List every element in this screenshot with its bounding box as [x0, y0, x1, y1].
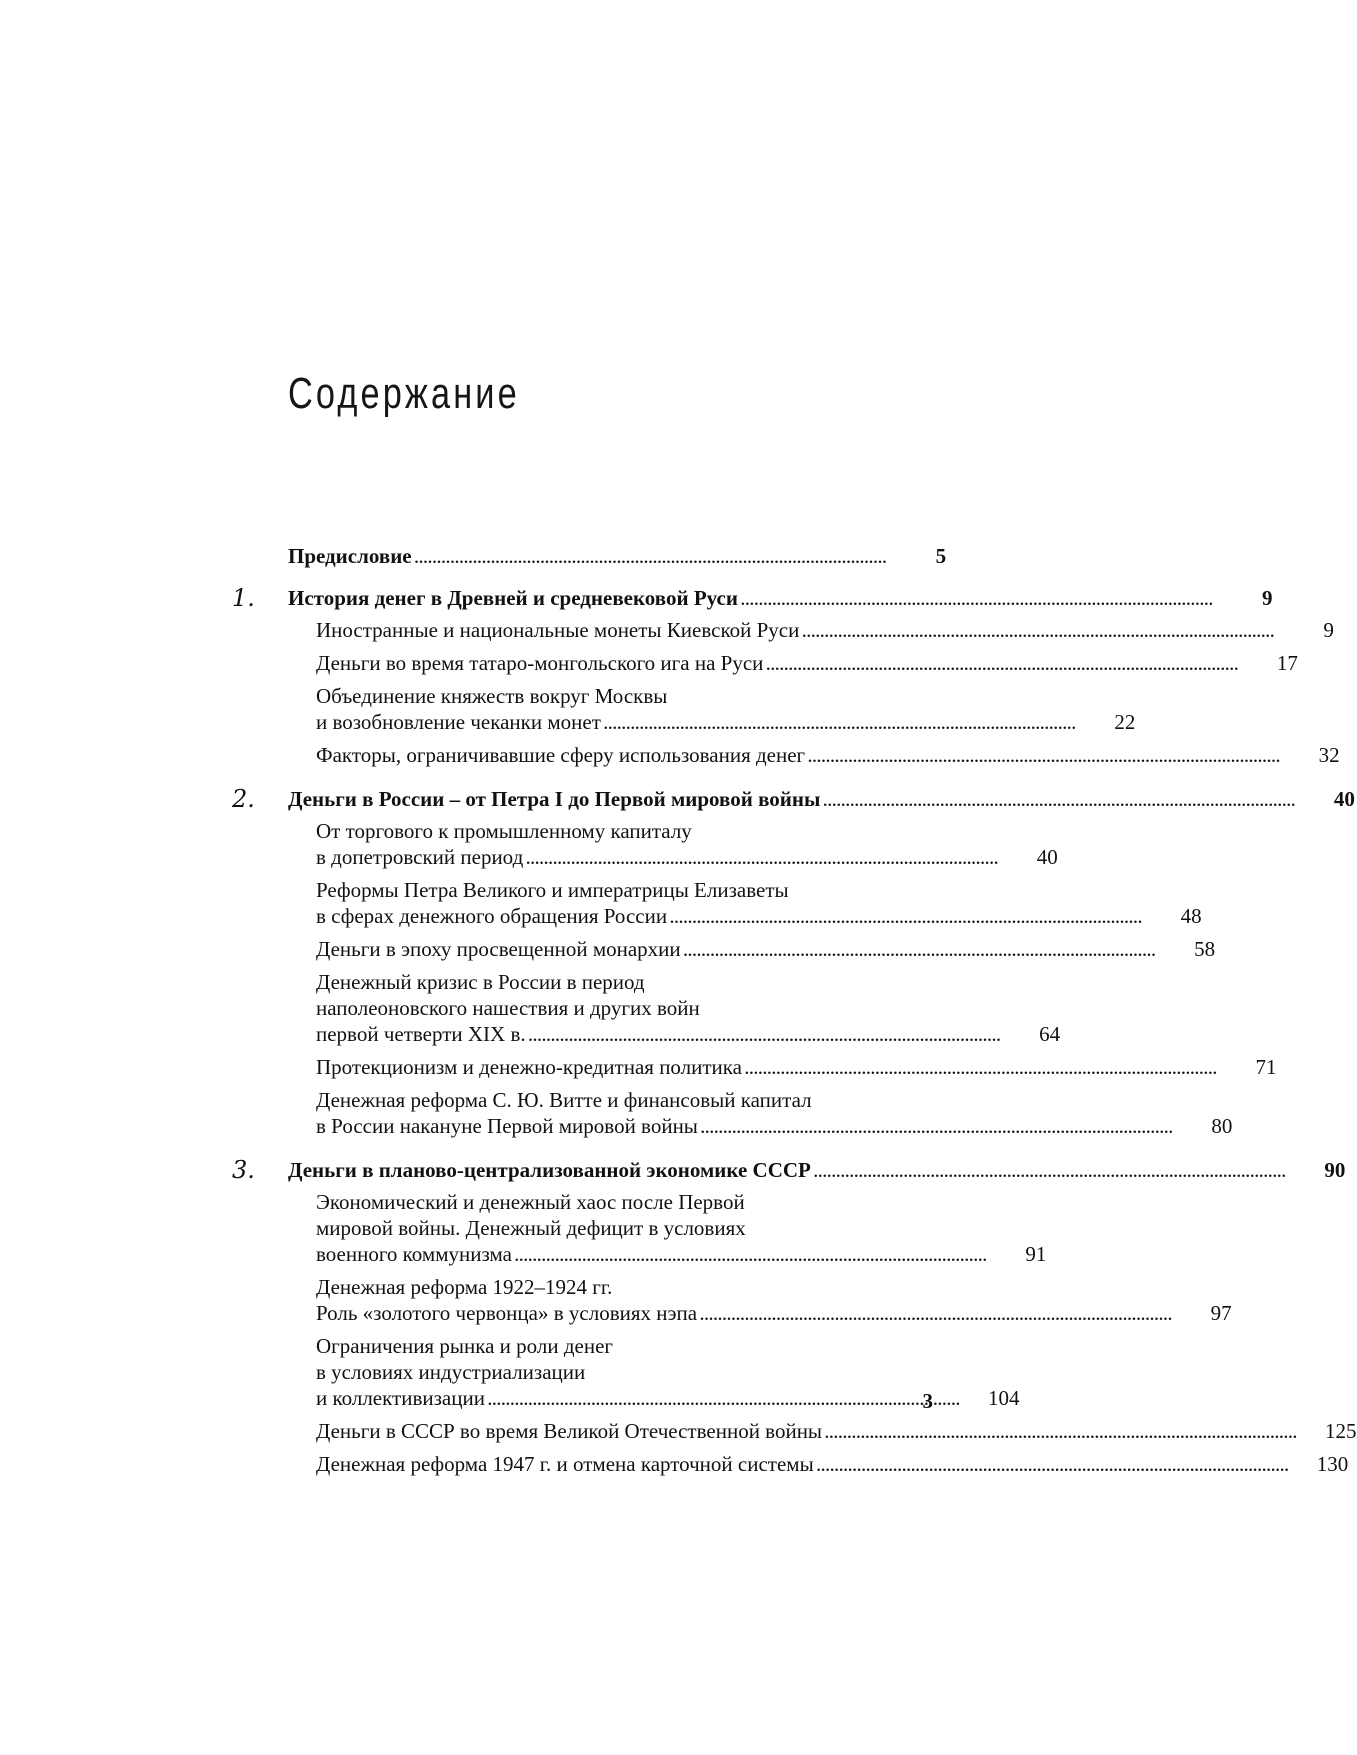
section-title-line: Ограничения рынка и роли денег: [316, 1334, 614, 1358]
toc-page-number: 5: [935, 544, 947, 568]
toc-page-number: 58: [1194, 937, 1216, 961]
toc-page-number: 104: [987, 1386, 1020, 1410]
section-title-line: Денежная реформа 1947 г. и отмена карточной системы . . .: [316, 1451, 1286, 1477]
section-title-line: Факторы, ограничивавшие сферу использования денег . . .: [316, 742, 1278, 768]
section-title-line: и возобновление чеканки монет . . .: [316, 709, 1073, 735]
chapter-number: 1.: [232, 584, 255, 612]
section-title-line: и коллективизации . . .: [316, 1385, 957, 1411]
toc-page-number: 130: [1316, 1452, 1349, 1476]
toc-page-number: 48: [1180, 904, 1202, 928]
toc-section[interactable]: [288, 1189, 1047, 1267]
toc-page-number: 91: [1025, 1242, 1047, 1266]
toc-section[interactable]: [288, 877, 1202, 929]
toc-section[interactable]: [288, 1087, 1233, 1139]
section-title-line: в России накануне Первой мировой войны . . .: [316, 1113, 1170, 1139]
section-title-line: Денежная реформа С. Ю. Витте и финансовый капитал: [316, 1088, 812, 1112]
section-title-line: Деньги в эпоху просвещенной монархии . . .: [316, 936, 1153, 962]
chapter-title: История денег в Древней и средневековой Руси . . .: [288, 585, 1210, 611]
toc-page-number: 90: [1324, 1158, 1346, 1182]
section-title-line: наполеоновского нашествия и других войн: [316, 996, 700, 1020]
chapter-list: [232, 584, 1357, 1477]
toc-section[interactable]: [288, 1274, 1232, 1326]
toc-page-number: 22: [1114, 710, 1136, 734]
toc-section[interactable]: [288, 1333, 1020, 1411]
section-title-line: Протекционизм и денежно-кредитная политика . . .: [316, 1054, 1215, 1080]
toc-page-number: 17: [1276, 651, 1298, 675]
toc-section[interactable]: [288, 818, 1058, 870]
toc-section[interactable]: [288, 1451, 1349, 1477]
toc-chapter-1[interactable]: [232, 584, 1273, 612]
section-title-line: в условиях индустриализации: [316, 1360, 586, 1384]
toc-page-number: 40: [1333, 787, 1355, 811]
section-title-line: Иностранные и национальные монеты Киевской Руси . . .: [316, 617, 1272, 643]
page-title: Содержание: [288, 369, 520, 418]
toc-section[interactable]: [288, 650, 1298, 676]
section-title-line: в сферах денежного обращения России . . .: [316, 903, 1140, 929]
toc-chapter-2[interactable]: [232, 785, 1355, 813]
section-title-line: Реформы Петра Великого и императрицы Елизаветы: [316, 878, 789, 902]
toc-page-number: 9: [1261, 586, 1273, 610]
toc-section[interactable]: [288, 742, 1340, 768]
table-of-contents: [232, 543, 1357, 1484]
section-title-line: Экономический и денежный хаос после Первой: [316, 1190, 745, 1214]
section-title-line: Денежный кризис в России в период: [316, 970, 645, 994]
toc-chapter-3[interactable]: [232, 1156, 1346, 1184]
section-title-line: Деньги во время татаро-монгольского ига на Руси . . .: [316, 650, 1236, 676]
toc-page-number: 71: [1255, 1055, 1277, 1079]
chapter-number: 3.: [232, 1156, 255, 1184]
toc-page-number: 9: [1323, 618, 1334, 642]
page-number: 3: [922, 1389, 933, 1413]
section-title-line: Роль «золотого червонца» в условиях нэпа . . .: [316, 1300, 1170, 1326]
chapter-title: Деньги в планово-централизованной экономике СССР . . .: [288, 1157, 1283, 1183]
chapter-number: 2.: [232, 785, 255, 813]
section-title-line: Деньги в СССР во время Великой Отечественной войны . . .: [316, 1418, 1295, 1444]
toc-page-number: 125: [1325, 1419, 1357, 1443]
toc-page-number: 80: [1211, 1114, 1233, 1138]
toc-section[interactable]: [288, 1054, 1277, 1080]
section-title-line: Денежная реформа 1922–1924 гг.: [316, 1275, 613, 1299]
toc-section[interactable]: [288, 617, 1334, 643]
section-title-line: От торгового к промышленному капиталу: [316, 819, 692, 843]
toc-section[interactable]: [288, 1418, 1357, 1444]
chapter-title: Деньги в России – от Петра I до Первой мировой войны . . .: [288, 786, 1293, 812]
toc-section[interactable]: [288, 936, 1216, 962]
toc-entry-preface[interactable]: [288, 543, 947, 569]
toc-page-number: 32: [1318, 743, 1340, 767]
toc-entry-title: Предисловие . . .: [288, 543, 884, 569]
toc-page-number: 97: [1210, 1301, 1232, 1325]
toc-page-number: 40: [1036, 845, 1058, 869]
toc-page-number: 64: [1039, 1022, 1061, 1046]
section-title-line: первой четверти XIX в. . . .: [316, 1021, 998, 1047]
toc-section[interactable]: [288, 683, 1136, 735]
section-title-line: военного коммунизма . . .: [316, 1241, 984, 1267]
section-title-line: в допетровский период . . .: [316, 844, 996, 870]
section-title-line: Объединение княжеств вокруг Москвы: [316, 684, 668, 708]
toc-section[interactable]: [288, 969, 1061, 1047]
section-title-line: мировой войны. Денежный дефицит в условиях: [316, 1216, 746, 1240]
